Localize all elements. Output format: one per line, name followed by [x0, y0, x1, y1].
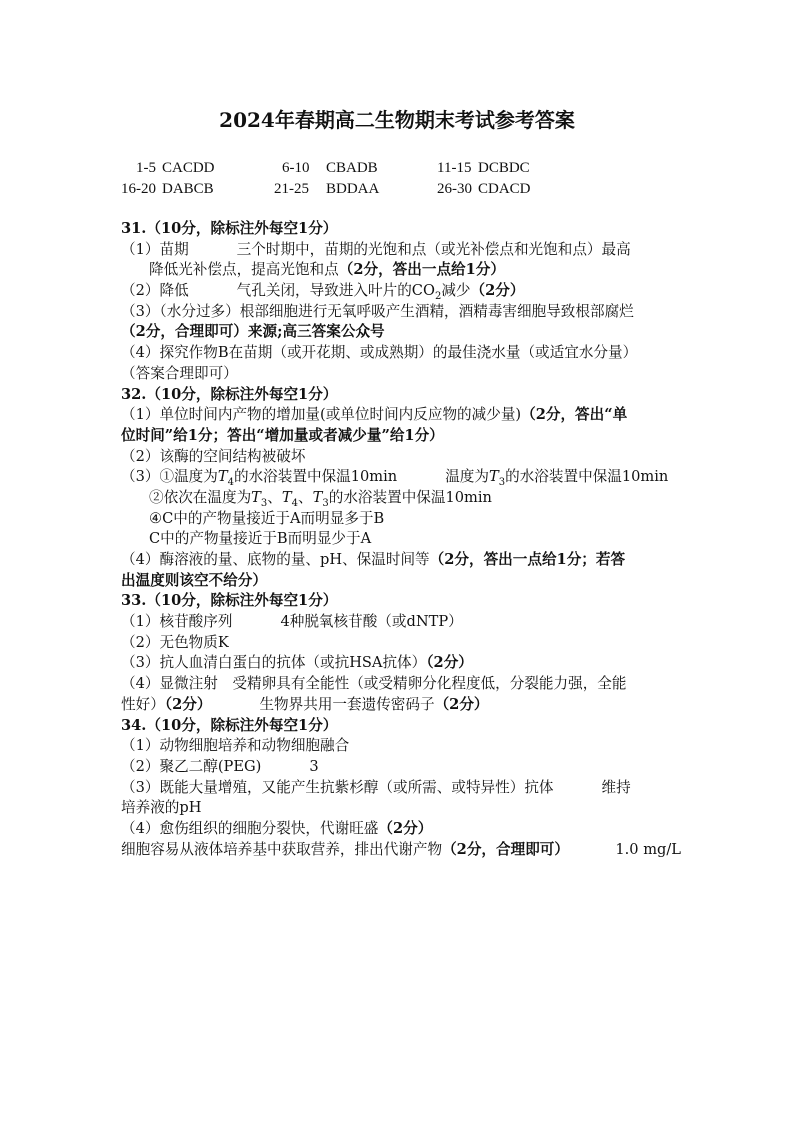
score-note: （2分，合理即可） — [442, 840, 569, 858]
variable: T — [217, 468, 228, 486]
answer-text: （3）既能大量增殖，又能产生抗紫杉醇（或所需、或特异性）抗体 — [121, 778, 554, 796]
answer-text: （2）该酶的空间结构被破坏 — [121, 447, 306, 465]
choice-answer: CBADB — [326, 160, 378, 176]
answer-text: （3）①温度为 — [121, 468, 218, 486]
question-33 — [121, 591, 681, 715]
answer-text: （4）显微注射 受精卵具有全能性（或受精卵分化程度低，分裂能力强，全能 — [121, 675, 627, 693]
answer-text: 的水浴装置中保温10min — [505, 468, 669, 486]
question-header: 34.（10分，除标注外每空1分） — [121, 716, 338, 734]
answer-text: （4）探究作物B在苗期（或开花期、或成熟期）的最佳浇水量（或适宜水分量） — [121, 344, 638, 362]
answer-text: 3 — [309, 757, 319, 775]
answer-text: 细胞容易从液体培养基中获取营养，排出代谢产物 — [121, 840, 443, 858]
subscript: 2 — [434, 290, 442, 302]
score-note: （2分，答出“单 — [521, 406, 628, 424]
subscript: 3 — [260, 497, 268, 509]
subscript: 3 — [498, 477, 506, 489]
variable: T — [251, 488, 261, 506]
answer-text: 减少 — [441, 282, 471, 300]
score-note: （2分） — [164, 695, 212, 713]
score-note: （2分） — [434, 695, 489, 713]
answer-text: （2）聚乙二醇(PEG) — [121, 757, 262, 775]
answer-text: 维持 — [601, 778, 631, 796]
score-note: 出温度则该空不给分） — [121, 571, 267, 589]
answer-text: 的水浴装置中保温10min — [328, 488, 492, 506]
answer-text: C中的产物量接近于B而明显少于A — [149, 530, 372, 548]
answer-text: （1）苗期 — [121, 240, 189, 258]
variable: T — [489, 468, 499, 486]
choice-answer: DABCB — [162, 181, 214, 197]
answer-text: 性好） — [121, 695, 165, 713]
choice-answer: CACDD — [162, 160, 215, 176]
page-title: 2024年春期高二生物期末考试参考答案 — [219, 108, 575, 132]
answer-content — [121, 219, 681, 860]
answer-text: 三个时期中，苗期的光饱和点（或光补偿点和光饱和点）最高 — [236, 240, 631, 258]
separator: 、 — [298, 488, 313, 506]
question-header: 31.（10分，除标注外每空1分） — [121, 220, 338, 237]
answer-text: （3）（水分过多）根部细胞进行无氧呼吸产生酒精，酒精毒害细胞导致根部腐烂 — [121, 302, 634, 320]
subscript: 4 — [291, 497, 298, 509]
answer-text: 降低光补偿点，提高光饱和点 — [149, 261, 339, 279]
answer-text: （4）酶溶液的量、底物的量、pH、保温时间等 — [121, 551, 430, 568]
choice-range: 16-20 — [121, 181, 156, 197]
variable: T — [281, 488, 292, 506]
variable: T — [312, 488, 323, 506]
score-note: （2分，答出一点给1分） — [338, 261, 505, 279]
answer-text: 1.0 mg/L — [615, 840, 681, 858]
separator: 、 — [267, 488, 282, 506]
answer-text: （1）核苷酸序列 — [121, 613, 233, 631]
answer-text: （答案合理即可） — [121, 364, 238, 382]
answer-text: （3）抗人血清白蛋白的抗体（或抗HSA抗体） — [121, 654, 427, 672]
subscript: 4 — [227, 477, 234, 489]
question-header: 33.（10分，除标注外每空1分） — [121, 592, 338, 610]
question-31 — [121, 219, 681, 385]
answer-text: 培养液的pH — [121, 799, 202, 817]
choice-answer: CDACD — [478, 181, 531, 197]
choice-range: 11-15 — [437, 160, 472, 176]
choice-range: 21-25 — [274, 181, 309, 197]
answer-text: 气孔关闭，导致进入叶片的CO — [236, 282, 435, 300]
score-note: （2分，答出一点给1分；若答 — [429, 551, 626, 568]
choice-answer: DCBDC — [478, 160, 530, 176]
score-note: 位时间”给1分；答出“增加量或者减少量”给1分） — [121, 426, 444, 444]
answer-text: ④C中的产物量接近于A而明显多于B — [149, 509, 385, 527]
answer-text: 温度为 — [445, 468, 489, 486]
score-note: （2分） — [426, 654, 473, 672]
question-32 — [121, 385, 681, 592]
answer-text: （2）降低 — [121, 282, 189, 300]
answer-text: （4）愈伤组织的细胞分裂快，代谢旺盛 — [121, 819, 379, 837]
score-note: （2分） — [470, 282, 525, 300]
question-header: 32.（10分，除标注外每空1分） — [121, 385, 338, 403]
choice-range: 6-10 — [282, 160, 310, 176]
answer-text: （1）单位时间内产物的增加量(或单位时间内反应物的减少量) — [121, 406, 522, 424]
choice-answer: BDDAA — [326, 181, 380, 197]
answer-text: （1）动物细胞培养和动物细胞融合 — [121, 737, 350, 755]
subscript: 3 — [322, 497, 329, 509]
answer-text: 的水浴装置中保温10min — [233, 468, 398, 486]
answer-text: 生物界共用一套遗传密码子 — [259, 695, 435, 713]
choice-range: 1-5 — [136, 160, 156, 176]
answer-text: 4种脱氧核苷酸（或dNTP） — [280, 613, 463, 631]
score-note: （2分） — [378, 819, 433, 837]
choice-range: 26-30 — [437, 181, 472, 197]
answer-text: （2）无色物质K — [121, 633, 229, 651]
question-34 — [121, 716, 681, 861]
score-note: （2分，合理即可）来源;高三答案公众号 — [121, 323, 385, 341]
answer-text: ②依次在温度为 — [149, 488, 252, 506]
